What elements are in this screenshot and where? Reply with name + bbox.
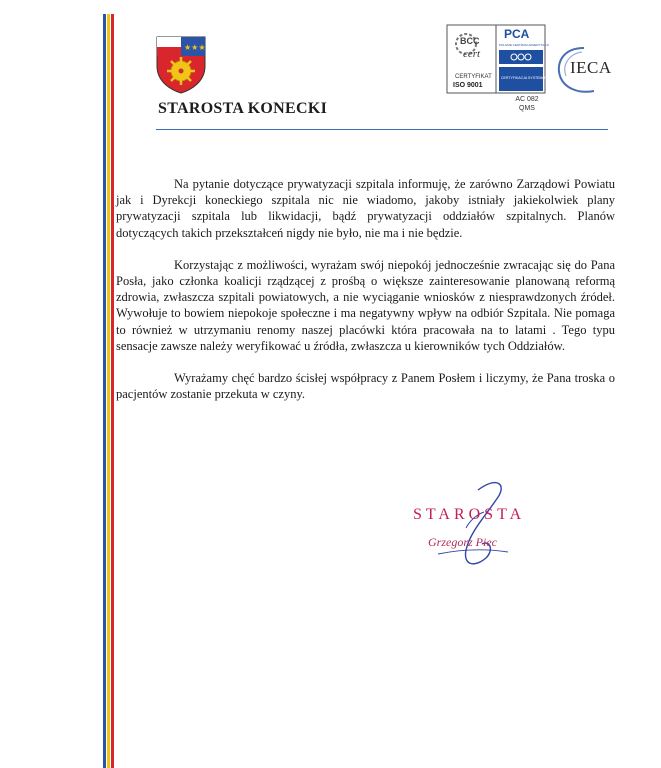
header-divider — [156, 129, 608, 130]
handwritten-signature-icon — [408, 470, 538, 590]
letter-body — [116, 176, 615, 418]
accreditation-number: AC 082 — [515, 96, 539, 103]
ieca-logo-text: IECA — [570, 58, 612, 77]
stamp-name: Grzegorz Piec — [428, 535, 497, 549]
stamp-title: STAROSTA — [413, 506, 526, 523]
letter-paragraph-3: Wyrażamy chęć bardzo ścisłej współpracy z Panem Posłem i liczymy, że Pana troska o pacjentów zostanie przekuta w czyny. — [116, 371, 615, 402]
pca-title: PCA — [504, 27, 530, 41]
accreditation-type: QMS — [519, 105, 535, 112]
pca-caption: CERTYFIKACJA SYSTEMÓW ZARZĄDZANIA — [501, 76, 574, 80]
pca-subtitle: POLSKIE CENTRUM AKREDYTACJI — [499, 43, 549, 47]
office-title: STAROSTA KONECKI — [158, 100, 328, 117]
cert-caption-2: ISO 9001 — [453, 82, 483, 89]
coat-of-arms-icon — [156, 36, 206, 94]
letter-paragraph-2: Korzystając z możliwości, wyrażam swój niepokój jednocześnie zwracając się do Pana Posła, jako członka koalicji rządzącej z prośbą o większe zainteresowanie planowaną reformą zdrowia, zwłaszcza szpitali powiatowych, a nie wyciąganie wniosków z niesprawdzonych źródeł. Wywołuje to bowiem niepokoje społeczne i ma negatywny wpływ na odbiór Szpitala. Nie pomaga to również w utrzymaniu renomy naszej placówki która pracowała na to latami . Tego typu sensacje zawsze należy weryfikować u źródła, zwłaszcza u kierowników tych Oddziałów. — [116, 257, 615, 353]
cert-logo-text: cert — [463, 48, 481, 60]
flag-stripe-red — [111, 14, 114, 768]
flag-stripe-blue — [103, 14, 106, 768]
svg-text:★★★: ★★★ — [184, 43, 206, 52]
flag-stripe-yellow — [107, 14, 110, 768]
letter-paragraph-1: Na pytanie dotyczące prywatyzacji szpitala informuję, że zarówno Zarządowi Powiatu jak i Dyrekcji koneckiego szpitala nic nie wiadomo, jakoby istniały jakiekolwiek plany prywatyzacji szpitala lub likwidacji, bądź prywatyzacji oddziałów szpitalnych. Planów dotyczących takich przekształceń nigdy nie było, nie ma i nie będzie. — [116, 177, 615, 240]
bcc-logo-text: BCC — [460, 36, 480, 46]
cert-caption-1: CERTYFIKAT — [455, 74, 492, 80]
